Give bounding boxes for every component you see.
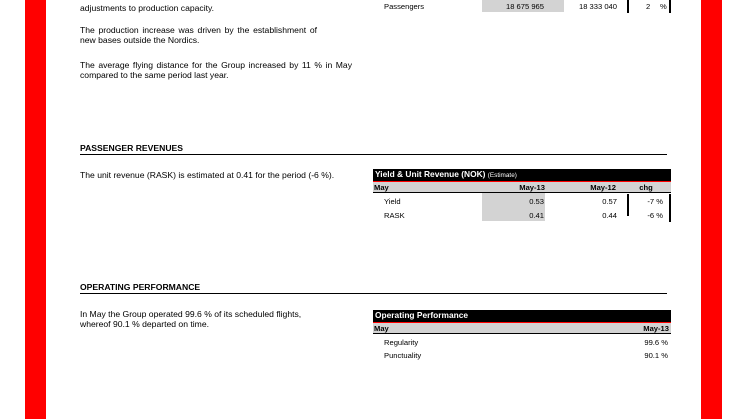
yield-header-col1: May-13 — [519, 183, 545, 192]
yield-table-title — [373, 169, 671, 181]
passengers-previous-value: 18 333 040 — [578, 2, 617, 11]
yield-table-title-note: (Estimate) — [487, 172, 517, 179]
passengers-current-value: 18 675 965 — [505, 2, 544, 11]
yield-table-header — [373, 181, 671, 193]
operating-performance-heading: OPERATING PERFORMANCE — [80, 282, 667, 294]
rask-row-label: RASK — [384, 211, 405, 220]
left-red-border — [25, 0, 46, 419]
passengers-chg-value: 2 — [646, 2, 651, 11]
operating-header-label: May — [374, 324, 389, 333]
production-increase-paragraph: The production increase was driven by the establishment of new bases outside the Nordics. — [80, 25, 317, 45]
flying-distance-paragraph: The average flying distance for the Group increased by 11 % in May compared to the same period last year. — [80, 60, 352, 80]
rask-row-v1: 0.41 — [529, 211, 544, 220]
yield-row-label: Yield — [384, 197, 401, 206]
punctuality-row-v1: 90.1 % — [644, 351, 668, 360]
yield-header-col3: chg — [639, 183, 653, 192]
rask-row-chg: -6 % — [647, 211, 663, 220]
yield-table-title-text: Yield & Unit Revenue (NOK) — [375, 169, 486, 179]
passengers-chg-unit: % — [660, 2, 667, 11]
yield-header-label: May — [374, 183, 389, 192]
yield-row-v1: 0.53 — [529, 197, 544, 206]
right-red-border — [701, 0, 722, 419]
passengers-label: Passengers — [384, 2, 425, 11]
regularity-row-v1: 99.6 % — [644, 338, 668, 347]
punctuality-row-label: Punctuality — [384, 351, 422, 360]
capacity-text-line: adjustments to production capacity. — [80, 3, 215, 13]
yield-chg-divider — [627, 194, 629, 216]
rask-row-v2: 0.44 — [602, 211, 617, 220]
yield-row-v2: 0.57 — [602, 197, 617, 206]
operating-header-col1: May-13 — [643, 324, 669, 333]
regularity-row-label: Regularity — [384, 338, 419, 347]
yield-header-col2: May-12 — [590, 183, 616, 192]
operating-table-title: Operating Performance — [373, 310, 671, 322]
yield-row-chg: -7 % — [647, 197, 663, 206]
operating-table-header — [373, 322, 671, 334]
passengers-right-border — [669, 0, 671, 13]
passenger-revenues-heading: PASSENGER REVENUES — [80, 143, 667, 155]
regularity-paragraph: In May the Group operated 99.6 % of its scheduled flights, whereof 90.1 % departed on time. — [80, 309, 302, 329]
rask-paragraph: The unit revenue (RASK) is estimated at 0.41 for the period (-6 %). — [80, 170, 335, 180]
passengers-chg-divider — [627, 0, 629, 13]
yield-right-border — [669, 194, 671, 222]
